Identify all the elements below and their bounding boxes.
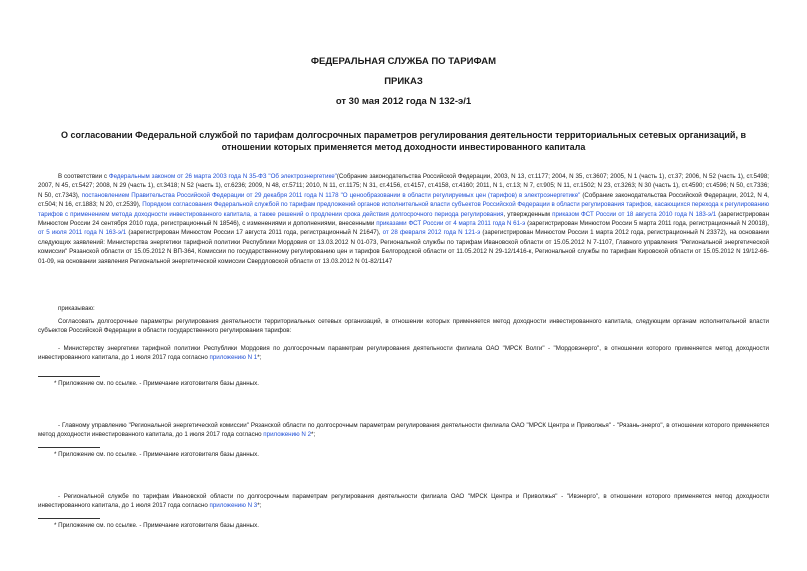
- preamble-text: (Собрание законодательства Российской Федерации, 2012, N 4, ст.504; N 16, ст.1883; N 20, ст.2539),: [38, 191, 770, 209]
- footnote-divider: [38, 447, 100, 448]
- link-appendix-3[interactable]: приложению N 3: [209, 502, 258, 510]
- link-order-183e1[interactable]: приказом ФСТ России от 18 августа 2010 года N 183-э/1: [552, 210, 717, 218]
- footnote: * Приложение см. по ссылке. - Примечание изготовителя базы данных.: [54, 380, 259, 387]
- link-appendix-1[interactable]: приложению N 1: [209, 354, 258, 362]
- link-order-61e[interactable]: приказами ФСТ России от 4 марта 2011 года N 61-э: [376, 220, 526, 228]
- agency-title: ФЕДЕРАЛЬНАЯ СЛУЖБА ПО ТАРИФАМ: [310, 56, 497, 67]
- preamble-text: (зарегистрирован Минюстом России 24 сентября 2010 года, регистрационный N 18546), с изменениями и дополнениями, внесенными: [38, 210, 770, 228]
- link-government-resolution-1178[interactable]: постановлением Правительства Российской Федерации от 29 декабря 2011 года N 1178 "О ценообразовании в области регулируемых цен (тарифов) в электроэнергетике": [81, 191, 581, 199]
- agency-text: - Министерству энергетики тарифной политики Республики Мордовия по долгосрочным параметрам регулирования деятельности филиала ОАО "МРСК Волги" - "Мордовэнерго", в отношении которого применяется метод доходности инвестированного капитала, до 1 июля 2017 года согласно: [38, 345, 769, 362]
- agency-text: - Главному управлению "Региональной энергетической комиссии" Рязанской области по долгосрочным параметрам регулирования деятельности филиала ОАО "МРСК Центра и Приволжья" - "Рязань-энерго", в отношении которого применяется метод доходности инвестированного капитала, до 1 июля 2017 года согласно: [38, 422, 769, 439]
- preamble-text: (зарегистрирован Минюстом России 5 марта 2011 года, регистрационный N 20018),: [525, 220, 769, 228]
- link-order-163e1[interactable]: от 5 июля 2011 года N 163-э/1: [38, 229, 127, 237]
- preamble-text: В соответствии с: [58, 173, 109, 180]
- agency-paragraph: [38, 344, 769, 363]
- agency-paragraph: [38, 492, 769, 511]
- link-order-121e[interactable]: от 28 февраля 2012 года N 121-э: [382, 229, 481, 237]
- footnote: * Приложение см. по ссылке. - Примечание изготовителя базы данных.: [54, 522, 259, 529]
- doc-date-line: от 30 мая 2012 года N 132-э/1: [335, 96, 472, 107]
- doc-type-title: ПРИКАЗ: [384, 76, 423, 87]
- agency-text: - Региональной службе по тарифам Ивановской области по долгосрочным параметрам регулирования деятельности филиала ОАО "МРСК Центра и Приволжья" - "Ивэнерго", в отношении которого применяется метод доходности инвестированного капитала, до 1 июля 2017 года согласно: [38, 493, 769, 510]
- item-1-paragraph: Согласовать долгосрочные параметры регулирования деятельности территориальных сетевых организаций, в отношении которых применяется метод доходности инвестированного капитала, следующим органам исполнительной власти субъектов Российской Федерации в области государственного регулирования тарифов:: [38, 318, 769, 335]
- preamble-text: (зарегистрирован Минюстом России 1 марта 2012 года, регистрационный N 23372), на основании следующих заявлений: Министерства энергетики тарифной политики Республики Мордовия от 13.03.2012 N 01-073, Региональной службы по тарифам Ивановской области от 15.05.2012 N 7-1107, Главного управления "Региональной энергетической комиссии" Рязанской области от 15.05.2012 N ВП-364, Комиссии по государственному регулированию цен и тарифов Белгородской области от 11.05.2012 N 29-12/1416-к, Региональной службы по тарифам Кировской области от 15.05.2012 N 19/12-66-01-09, на основании заявления Региональной энергетической комиссии Свердловской области от 13.03.2012 N 01-82/1147: [38, 229, 769, 265]
- agency-paragraph: [38, 421, 769, 440]
- agency-suffix: *;: [311, 431, 316, 439]
- preamble-paragraph: [38, 172, 769, 266]
- agency-suffix: *;: [257, 354, 262, 362]
- link-appendix-2[interactable]: приложению N 2: [263, 431, 312, 439]
- preamble-text: (Собрание законодательства Российской Федерации, 2003, N 13, ст.1177; 2004, N 35, ст.3607; 2005, N 1 (часть 1), ст.37; 2006, N 52 (часть 1), ст.5498; 2007, N 45, ст.5427; 2008, N 29 (часть 1), ст.3418; N 52 (часть 1), ст.6236; 2009, N 48, ст.5711; 2010, N 11, ст.1175; N 31, ст.4156, ст.4157, ст.4158, ст.4160; 2011, N 1, ст.13; N 7, ст.905; N 11, ст.1502; N 23, ст.3263; N 30 (часть 1), ст.4590; ст.4596; N 50, ст.7336; N 50, ст.7343),: [38, 173, 769, 199]
- preamble-text: (зарегистрирован Минюстом России 17 августа 2011 года, регистрационный N 21647),: [126, 229, 383, 237]
- footnote-divider: [38, 376, 100, 377]
- order-word: приказываю:: [58, 305, 95, 312]
- footnote: * Приложение см. по ссылке. - Примечание изготовителя базы данных.: [54, 451, 259, 458]
- document-subject: О согласовании Федеральной службой по тарифам долгосрочных параметров регулирования деятельности территориальных сетевых организаций, в отношении которых применяется метод доходности инвестированного капитала: [61, 130, 746, 152]
- link-approval-procedure[interactable]: Порядком согласования Федеральной службой по тарифам предложений органов исполнительной власти субъектов Российской Федерации в области регулирования тарифов, касающихся перехода к регулированию тарифов с применением метода доходности инвестированного капитала, а также решений о продлении срока действия долгосрочного периода регулирования: [38, 201, 770, 218]
- agency-suffix: *;: [257, 502, 262, 510]
- footnote-divider: [38, 518, 100, 519]
- preamble-text: , утвержденным: [503, 210, 553, 218]
- link-federal-law-35fz[interactable]: Федеральным законом от 26 марта 2003 года N 35-ФЗ "Об электроэнергетике": [108, 173, 337, 180]
